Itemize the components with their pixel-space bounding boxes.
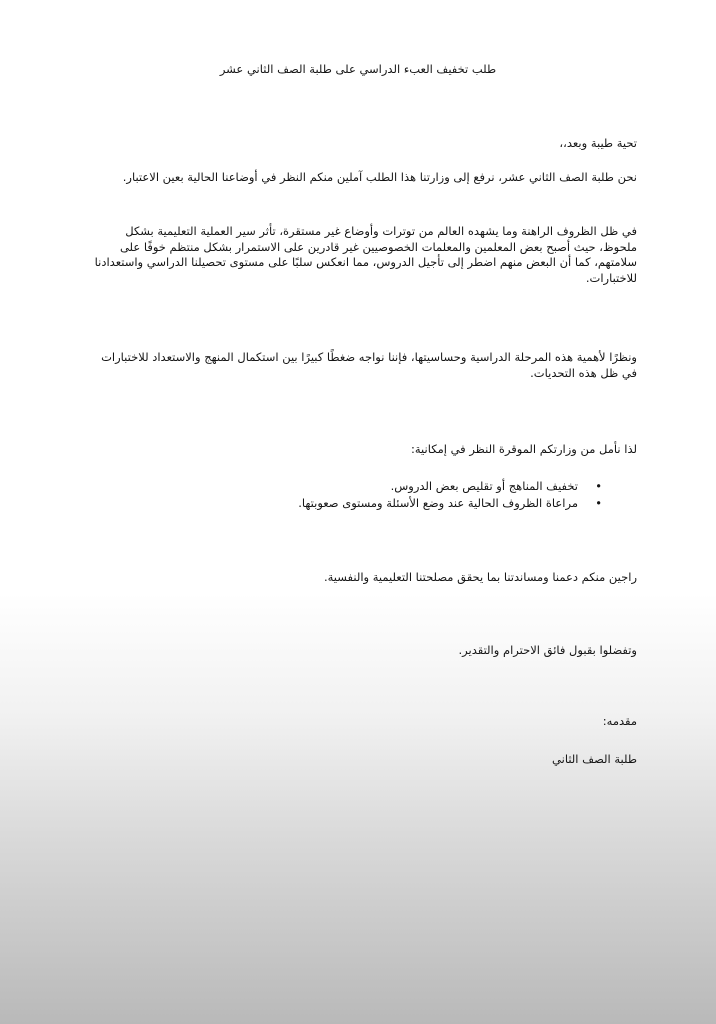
list-item-text: تخفيف المناهج أو تقليص بعض الدروس. bbox=[390, 479, 578, 493]
intro-paragraph: نحن طلبة الصف الثاني عشر، نرفع إلى وزارتنا هذا الطلب آملين منكم النظر في أوضاعنا الحالية بعين الاعتبار. bbox=[122, 170, 637, 184]
submitted-by-label: مقدمه: bbox=[602, 714, 637, 728]
request-list bbox=[132, 478, 610, 512]
request-intro: لذا نأمل من وزارتكم الموقرة النظر في إمكانية: bbox=[411, 442, 637, 456]
bullet-icon: • bbox=[595, 496, 602, 510]
bullet-icon: • bbox=[595, 479, 602, 493]
greeting: تحية طيبة وبعد،، bbox=[559, 136, 637, 150]
hope-paragraph: راجين منكم دعمنا ومساندتنا بما يحقق مصلحتنا التعليمية والنفسية. bbox=[323, 570, 637, 584]
document-title: طلب تخفيف العبء الدراسي على طلبة الصف الثاني عشر bbox=[219, 62, 497, 76]
closing-paragraph: وتفضلوا بقبول فائق الاحترام والتقدير. bbox=[458, 643, 637, 657]
submitted-by: طلبة الصف الثاني bbox=[552, 752, 637, 766]
list-item bbox=[132, 478, 602, 495]
circumstances-paragraph: في ظل الظروف الراهنة وما يشهده العالم من توترات وأوضاع غير مستقرة، تأثر سير العملية التعليمية بشكل ملحوظ، حيث أصبح بعض المعلمين والمعلمات الخصوصيين غير قادرين على الاستمرار بشكل منتظم خوفًا على سلامتهم، كما أن البعض منهم اضطر إلى تأجيل الدروس، مما انعكس سلبًا على مستوى تحصيلنا الدراسي واستعدادنا للاختبارات. bbox=[94, 224, 637, 285]
list-item bbox=[132, 495, 602, 512]
list-item-text: مراعاة الظروف الحالية عند وضع الأسئلة ومستوى صعوبتها. bbox=[298, 496, 578, 510]
importance-paragraph: ونظرًا لأهمية هذه المرحلة الدراسية وحساسيتها، فإننا نواجه ضغطًا كبيرًا بين استكمال المنهج والاستعداد للاختبارات في ظل هذه التحديات. bbox=[101, 350, 637, 380]
